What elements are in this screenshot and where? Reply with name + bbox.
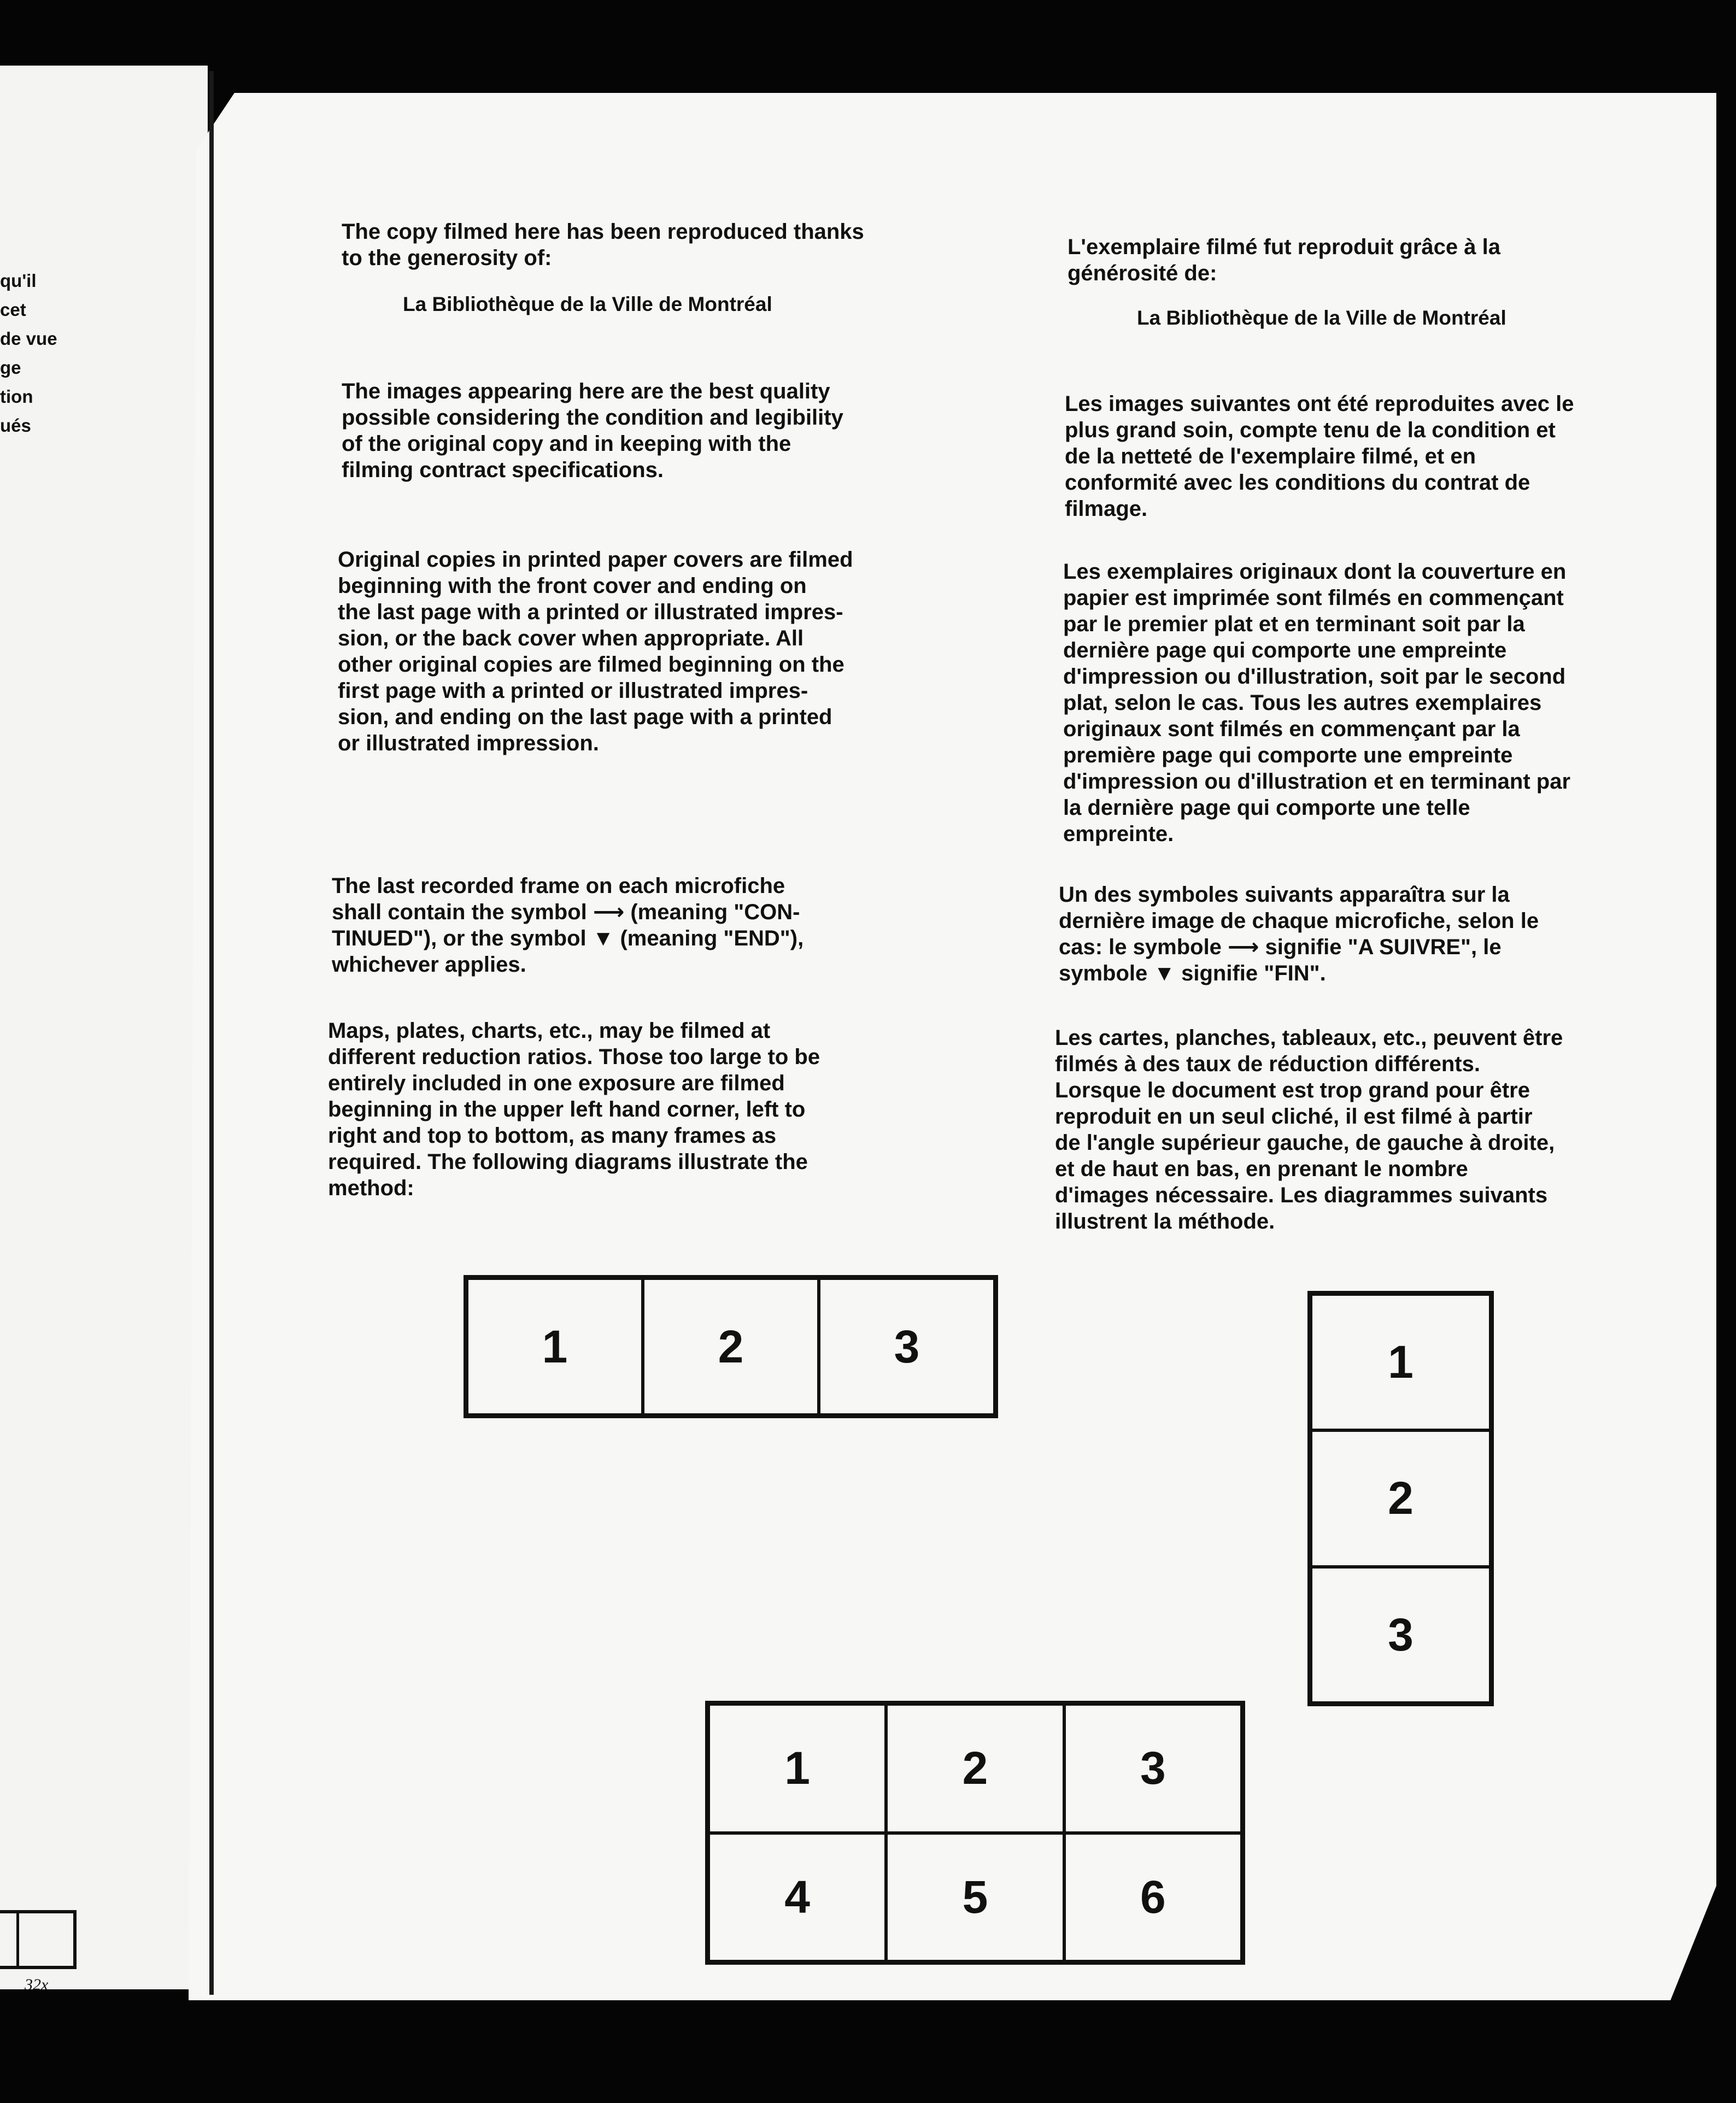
left-page-fragment [0,66,208,1994]
diagram-cell: 3 [819,1278,995,1415]
left-text-fragment: de vue [0,328,57,349]
page-number: 32x [25,1976,49,1994]
diagram-vertical [1307,1291,1494,1706]
diagram-cell: 1 [467,1278,643,1415]
diagram-cell: 2 [886,1704,1064,1833]
english-original-copies: Original copies in printed paper covers are filmed beginning with the front cover and ending on the last page with a printed or illustrated impres- sion, or the back cover when appropriate. All other original copies are filmed beginning on the first page with a printed or illustrated impres- sion, and ending on the last page with a printed or illustrated impression. [338,548,853,755]
left-text-fragment: ge [0,357,21,378]
french-library-name: La Bibliothèque de la Ville de Montréal [1137,307,1506,329]
french-maps-plates: Les cartes, planches, tableaux, etc., peuvent être filmés à des taux de réduction différents. Lorsque le document est trop grand pour être reproduit en un seul cliché, il est filmé à partir de l'angle supérieur gauche, de gauche à droite, et de haut en bas, en prenant le nombre d'images nécessaire. Les diagrammes suivants illustrent la méthode. [1055,1026,1563,1233]
english-image-quality: The images appearing here are the best quality possible considering the condition and legibility of the original copy and in keeping with the filming contract specifications. [342,379,843,482]
diagram-cell: 5 [886,1833,1064,1962]
english-maps-plates: Maps, plates, charts, etc., may be filmed at different reduction ratios. Those too large to be entirely included in one exposure are filmed beginning in the upper left hand corner, left to right and top to bottom, as many frames as required. The following diagrams illustrate the method: [328,1019,820,1200]
diagram-grid [705,1701,1245,1965]
english-intro: The copy filmed here has been reproduced thanks to the generosity of: [342,220,864,270]
diagram-cell: 1 [1311,1294,1491,1430]
diagram-cell: 4 [708,1833,886,1962]
french-symbols: Un des symboles suivants apparaîtra sur la dernière image de chaque microfiche, selon le cas: le symbole ⟶ signifie "A SUIVRE", le symbole ▼ signifie "FIN". [1059,883,1539,985]
french-intro: L'exemplaire filmé fut reproduit grâce à la générosité de: [1068,235,1500,285]
left-text-fragment: tion [0,386,33,407]
english-library-name: La Bibliothèque de la Ville de Montréal [403,293,772,315]
left-text-fragment: cet [0,299,26,320]
left-text-fragment: ués [0,415,31,436]
diagram-cell: 6 [1064,1833,1242,1962]
diagram-cell: 3 [1311,1567,1491,1703]
french-image-quality: Les images suivantes ont été reproduites avec le plus grand soin, compte tenu de la condition et de la netteté de l'exemplaire filmé, et en conformité avec les conditions du contrat de filmage. [1065,392,1574,521]
diagram-cell: 3 [1064,1704,1242,1833]
diagram-horizontal [464,1275,998,1418]
left-text-fragment: qu'il [0,271,37,291]
diagram-cell: 2 [643,1278,819,1415]
page-spine [209,71,214,1995]
diagram-cell: 1 [708,1704,886,1833]
left-frame-box [0,1910,77,1969]
french-original-copies: Les exemplaires originaux dont la couverture en papier est imprimée sont filmés en commençant par le premier plat et en terminant soit par la dernière page qui comporte une empreinte d'impression ou d'illustration, soit par le second plat, selon le cas. Tous les autres exemplaires originaux sont filmés en commençant par la première page qui comporte une empreinte d'impression ou d'illustration et en terminant par la dernière page qui comporte une telle empreinte. [1063,560,1571,846]
english-symbols: The last recorded frame on each microfiche shall contain the symbol ⟶ (meaning "CON- TINUED"), or the symbol ▼ (meaning "END"), whichever applies. [332,874,804,977]
diagram-cell: 2 [1311,1430,1491,1566]
